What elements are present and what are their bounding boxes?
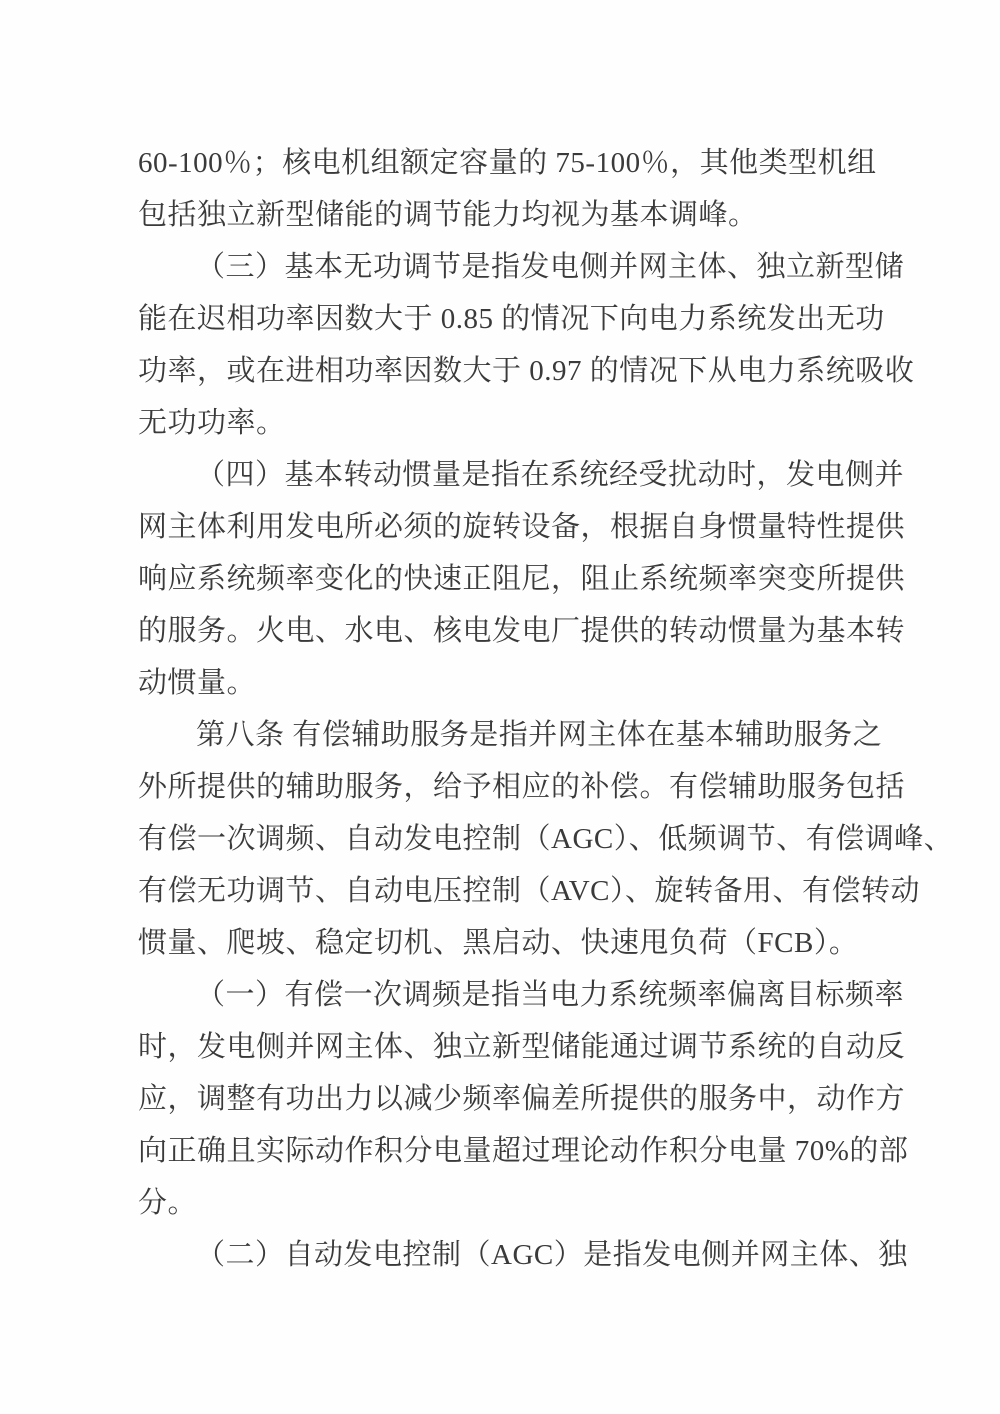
text-line: 动惯量。 [138, 667, 257, 699]
text-line: （二）自动发电控制（AGC）是指发电侧并网主体、独 [196, 1239, 908, 1271]
text-line: 60-100％；核电机组额定容量的 75-100％，其他类型机组 [138, 147, 877, 179]
text-line: 的服务。火电、水电、核电发电厂提供的转动惯量为基本转 [138, 615, 906, 647]
text-line: 分。 [138, 1187, 198, 1219]
text-line: （四）基本转动惯量是指在系统经受扰动时，发电侧并 [196, 459, 905, 491]
text-line: 外所提供的辅助服务，给予相应的补偿。有偿辅助服务包括 [138, 771, 906, 803]
text-line: （三）基本无功调节是指发电侧并网主体、独立新型储 [196, 251, 905, 283]
text-line: 第八条 有偿辅助服务是指并网主体在基本辅助服务之 [196, 719, 883, 751]
text-line: 能在迟相功率因数大于 0.85 的情况下向电力系统发出无功 [138, 303, 885, 335]
text-line: 功率，或在进相功率因数大于 0.97 的情况下从电力系统吸收 [138, 355, 915, 387]
text-line: 应，调整有功出力以减少频率偏差所提供的服务中，动作方 [138, 1083, 906, 1115]
text-line: 有偿无功调节、自动电压控制（AVC）、旋转备用、有偿转动 [138, 875, 920, 907]
text-block [138, 137, 954, 1281]
text-line: 包括独立新型储能的调节能力均视为基本调峰。 [138, 199, 758, 231]
text-line: 无功功率。 [138, 407, 286, 439]
text-line: 向正确且实际动作积分电量超过理论动作积分电量 70%的部 [138, 1135, 909, 1167]
text-line: 有偿一次调频、自动发电控制（AGC）、低频调节、有偿调峰、 [138, 823, 954, 855]
text-line: 惯量、爬坡、稳定切机、黑启动、快速甩负荷（FCB）。 [138, 927, 859, 959]
text-line: （一）有偿一次调频是指当电力系统频率偏离目标频率 [196, 979, 905, 1011]
text-line: 响应系统频率变化的快速正阻尼，阻止系统频率突变所提供 [138, 563, 906, 595]
text-line: 时，发电侧并网主体、独立新型储能通过调节系统的自动反 [138, 1031, 906, 1063]
text-line: 网主体利用发电所必须的旋转设备，根据自身惯量特性提供 [138, 511, 906, 543]
